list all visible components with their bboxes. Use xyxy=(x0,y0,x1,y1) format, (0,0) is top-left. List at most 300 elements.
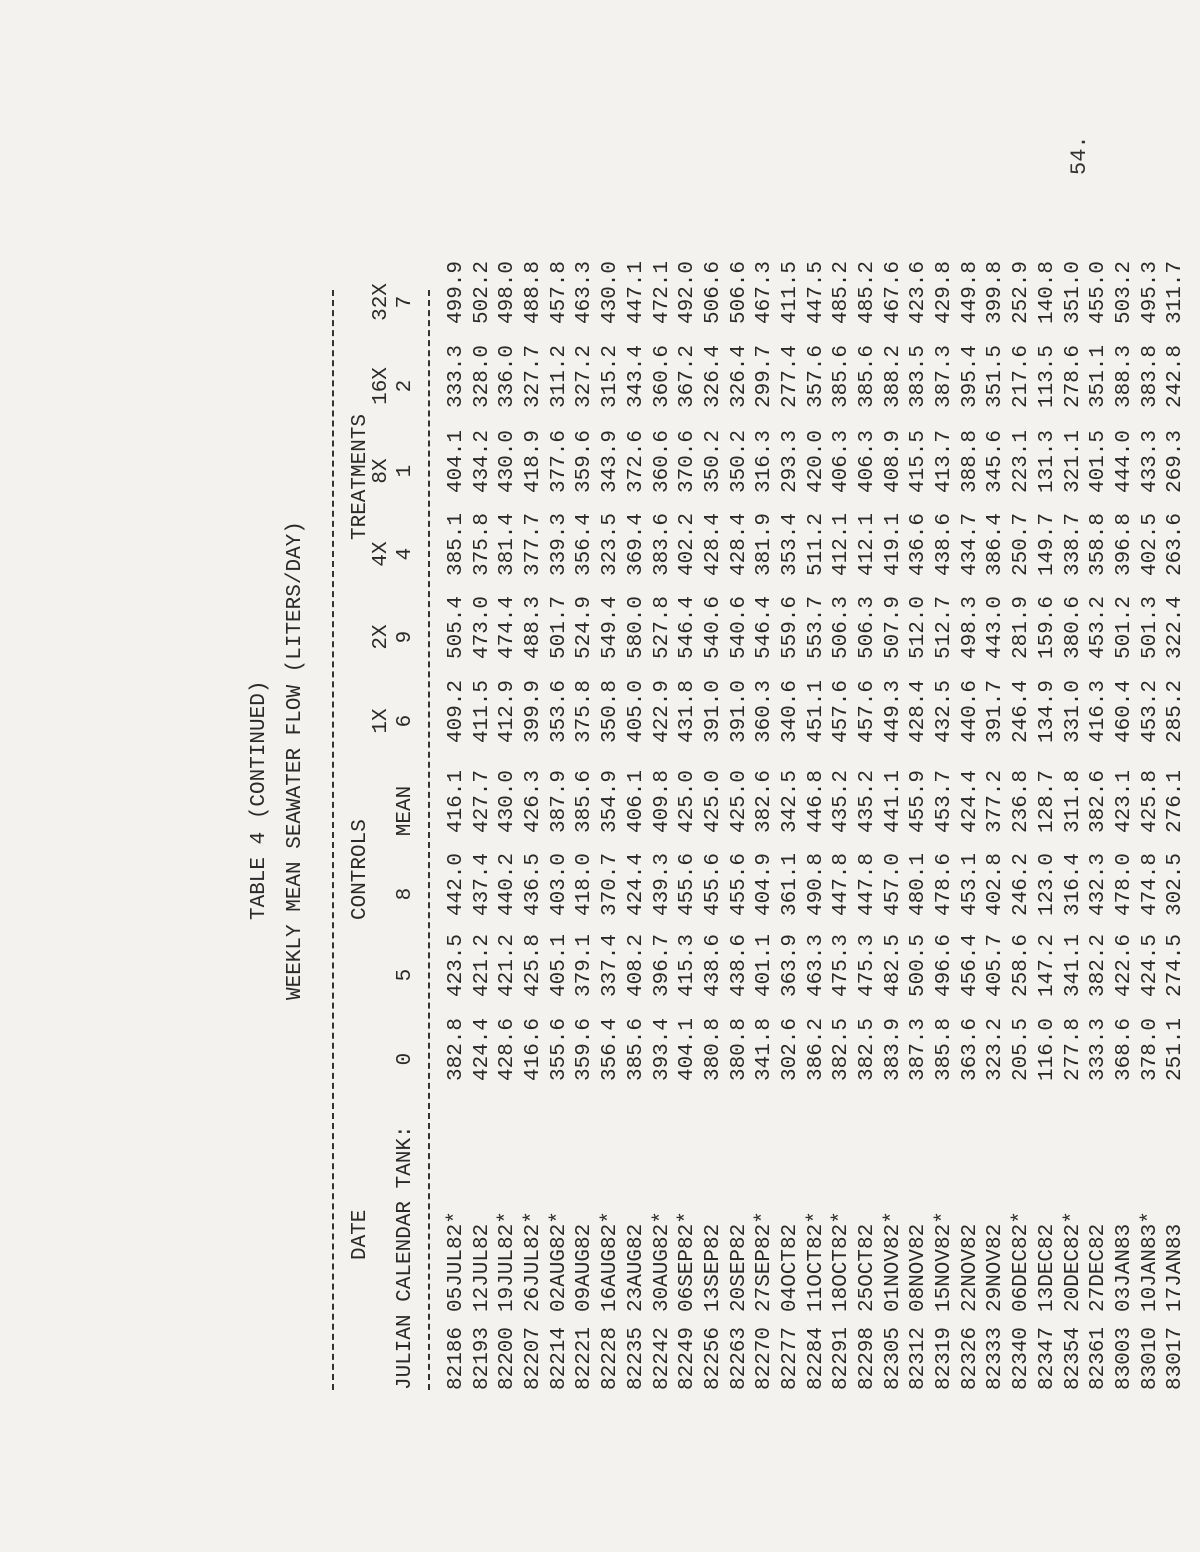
calendar-date-cell: 23AUG82 xyxy=(624,1223,648,1312)
value-cell: 353.6 xyxy=(547,680,571,744)
value-cell: 350.2 xyxy=(727,430,751,494)
value-cell: 478.6 xyxy=(933,853,957,917)
julian-date-cell: 82263 xyxy=(727,1326,751,1390)
value-cell: 440.6 xyxy=(958,680,982,744)
column-header xyxy=(370,776,418,846)
value-cell: 488.8 xyxy=(522,261,546,325)
value-cell: 302.6 xyxy=(778,1018,802,1082)
value-cell: 496.6 xyxy=(933,934,957,998)
value-cell: 428.4 xyxy=(907,680,931,744)
value-cell: 343.9 xyxy=(599,430,623,494)
value-cell: 480.1 xyxy=(907,853,931,917)
value-cell: 418.0 xyxy=(573,853,597,917)
julian-date-cell: 82298 xyxy=(856,1326,879,1390)
value-cell: 423.5 xyxy=(445,934,468,998)
value-cell: 446.8 xyxy=(804,770,828,834)
value-cell: 421.2 xyxy=(496,934,520,998)
value-cell: 411.5 xyxy=(470,680,494,744)
value-cell: 506.6 xyxy=(727,261,751,325)
calendar-date-cell: 03JAN83 xyxy=(1112,1223,1136,1312)
value-cell: 401.5 xyxy=(1087,430,1111,494)
value-cell: 430.0 xyxy=(599,261,623,325)
value-cell: 425.0 xyxy=(676,770,700,834)
value-cell: 408.9 xyxy=(881,430,905,494)
calendar-date-cell: 29NOV82 xyxy=(984,1223,1008,1312)
calendar-date-cell: 13DEC82 xyxy=(1035,1223,1059,1312)
value-cell: 116.0 xyxy=(1035,1018,1059,1082)
value-cell: 425.8 xyxy=(1138,770,1162,834)
value-cell: 339.3 xyxy=(547,513,571,577)
value-cell: 434.2 xyxy=(470,430,494,494)
value-cell: 436.5 xyxy=(522,853,546,917)
value-cell: 406.1 xyxy=(624,770,648,834)
value-cell: 342.5 xyxy=(778,770,802,834)
value-cell: 375.8 xyxy=(470,513,494,577)
calendar-date-cell: 17JAN83 xyxy=(1164,1223,1188,1312)
value-cell: 406.3 xyxy=(856,430,879,494)
value-cell: 524.9 xyxy=(573,596,597,660)
value-cell: 385.6 xyxy=(830,345,854,409)
value-cell: 277.4 xyxy=(778,345,802,409)
value-cell: 438.6 xyxy=(727,934,751,998)
calendar-date-cell: 02AUG82* xyxy=(547,1211,571,1312)
value-cell: 274.5 xyxy=(1164,934,1188,998)
value-cell: 415.5 xyxy=(907,430,931,494)
value-cell: 435.2 xyxy=(830,770,854,834)
column-header-top: 16X xyxy=(370,367,393,405)
value-cell: 433.3 xyxy=(1138,430,1162,494)
value-cell: 501.7 xyxy=(547,596,571,660)
calendar-date-cell: 27DEC82 xyxy=(1087,1223,1111,1312)
value-cell: 223.1 xyxy=(1010,430,1034,494)
value-cell: 512.0 xyxy=(907,596,931,660)
column-header-top: 1X xyxy=(370,708,393,734)
value-cell: 502.2 xyxy=(470,261,494,325)
value-cell: 475.3 xyxy=(856,934,879,998)
column-header-bottom: 0 xyxy=(394,1052,417,1066)
value-cell: 457.6 xyxy=(856,680,879,744)
column-header-top: 2X xyxy=(370,624,393,650)
value-cell: 351.0 xyxy=(1061,261,1085,325)
value-cell: 412.1 xyxy=(856,513,879,577)
value-cell: 343.4 xyxy=(624,345,648,409)
value-cell: 402.2 xyxy=(676,513,700,577)
page-number: 54. xyxy=(1067,135,1092,175)
value-cell: 499.9 xyxy=(445,261,468,325)
value-cell: 385.8 xyxy=(933,1018,957,1082)
value-cell: 311.7 xyxy=(1164,261,1188,325)
value-cell: 456.4 xyxy=(958,934,982,998)
value-cell: 457.0 xyxy=(881,853,905,917)
value-cell: 323.5 xyxy=(599,513,623,577)
value-cell: 437.4 xyxy=(470,853,494,917)
value-cell: 353.4 xyxy=(778,513,802,577)
value-cell: 327.2 xyxy=(573,345,597,409)
value-cell: 217.6 xyxy=(1010,345,1034,409)
value-cell: 360.6 xyxy=(650,430,674,494)
value-cell: 359.6 xyxy=(573,1018,597,1082)
julian-date-cell: 82193 xyxy=(470,1326,494,1390)
value-cell: 422.9 xyxy=(650,680,674,744)
value-cell: 453.2 xyxy=(1087,596,1111,660)
value-cell: 425.0 xyxy=(701,770,725,834)
value-cell: 443.0 xyxy=(984,596,1008,660)
value-cell: 427.7 xyxy=(470,770,494,834)
value-cell: 423.6 xyxy=(907,261,931,325)
value-cell: 430.0 xyxy=(496,770,520,834)
value-cell: 276.1 xyxy=(1164,770,1188,834)
value-cell: 408.2 xyxy=(624,934,648,998)
value-cell: 485.2 xyxy=(856,261,879,325)
calendar-date-cell: 20DEC82* xyxy=(1061,1211,1085,1312)
value-cell: 285.2 xyxy=(1164,680,1188,744)
value-cell: 405.7 xyxy=(984,934,1008,998)
value-cell: 350.8 xyxy=(599,680,623,744)
value-cell: 382.8 xyxy=(445,1018,468,1082)
calendar-date-cell: 11OCT82* xyxy=(804,1211,828,1312)
value-cell: 381.9 xyxy=(753,513,777,577)
value-cell: 401.1 xyxy=(753,934,777,998)
value-cell: 474.4 xyxy=(496,596,520,660)
value-cell: 500.5 xyxy=(907,934,931,998)
value-cell: 467.3 xyxy=(753,261,777,325)
value-cell: 451.1 xyxy=(804,680,828,744)
value-cell: 478.0 xyxy=(1112,853,1136,917)
column-header xyxy=(370,940,418,1010)
value-cell: 404.1 xyxy=(676,1018,700,1082)
header-treatments: TREATMENTS xyxy=(349,413,372,540)
julian-date-cell: 82207 xyxy=(522,1326,546,1390)
column-header xyxy=(370,519,418,589)
value-cell: 250.7 xyxy=(1010,513,1034,577)
column-header-bottom: 1 xyxy=(394,464,417,478)
calendar-date-cell: 09AUG82 xyxy=(573,1223,597,1312)
value-cell: 429.8 xyxy=(933,261,957,325)
value-cell: 386.2 xyxy=(804,1018,828,1082)
value-cell: 467.6 xyxy=(881,261,905,325)
header-controls: CONTROLS xyxy=(349,819,372,920)
value-cell: 472.1 xyxy=(650,261,674,325)
value-cell: 424.5 xyxy=(1138,934,1162,998)
value-cell: 393.4 xyxy=(650,1018,674,1082)
value-cell: 474.8 xyxy=(1138,853,1162,917)
value-cell: 540.6 xyxy=(701,596,725,660)
julian-date-cell: 82221 xyxy=(573,1326,597,1390)
value-cell: 341.8 xyxy=(753,1018,777,1082)
value-cell: 457.6 xyxy=(830,680,854,744)
value-cell: 323.2 xyxy=(984,1018,1008,1082)
value-cell: 383.6 xyxy=(650,513,674,577)
value-cell: 246.2 xyxy=(1010,853,1034,917)
value-cell: 402.8 xyxy=(984,853,1008,917)
value-cell: 205.5 xyxy=(1010,1018,1034,1082)
value-cell: 336.0 xyxy=(496,345,520,409)
value-cell: 431.8 xyxy=(676,680,700,744)
value-cell: 251.1 xyxy=(1164,1018,1188,1082)
value-cell: 258.6 xyxy=(1010,934,1034,998)
value-cell: 423.1 xyxy=(1112,770,1136,834)
value-cell: 149.7 xyxy=(1035,513,1059,577)
value-cell: 546.4 xyxy=(753,596,777,660)
value-cell: 425.0 xyxy=(727,770,751,834)
value-cell: 351.5 xyxy=(984,345,1008,409)
value-cell: 403.0 xyxy=(547,853,571,917)
value-cell: 293.3 xyxy=(778,430,802,494)
value-cell: 351.1 xyxy=(1087,345,1111,409)
julian-date-cell: 82312 xyxy=(907,1326,931,1390)
value-cell: 382.5 xyxy=(856,1018,879,1082)
calendar-date-cell: 26JUL82* xyxy=(522,1211,546,1312)
julian-date-cell: 82361 xyxy=(1087,1326,1111,1390)
value-cell: 498.3 xyxy=(958,596,982,660)
value-cell: 438.6 xyxy=(933,513,957,577)
top-dashed-rule xyxy=(332,290,334,1390)
value-cell: 281.9 xyxy=(1010,596,1034,660)
value-cell: 473.0 xyxy=(470,596,494,660)
value-cell: 326.4 xyxy=(701,345,725,409)
value-cell: 391.7 xyxy=(984,680,1008,744)
julian-date-cell: 82249 xyxy=(676,1326,700,1390)
julian-date-cell: 82186 xyxy=(445,1326,468,1390)
value-cell: 333.3 xyxy=(1087,1018,1111,1082)
value-cell: 354.9 xyxy=(599,770,623,834)
value-cell: 388.8 xyxy=(958,430,982,494)
value-cell: 436.6 xyxy=(907,513,931,577)
column-header xyxy=(370,267,418,337)
value-cell: 321.1 xyxy=(1061,430,1085,494)
header-date: DATE xyxy=(349,1209,372,1260)
value-cell: 316.3 xyxy=(753,430,777,494)
value-cell: 159.6 xyxy=(1035,596,1059,660)
value-cell: 333.3 xyxy=(445,345,468,409)
value-cell: 424.4 xyxy=(470,1018,494,1082)
julian-date-cell: 83017 xyxy=(1164,1326,1188,1390)
calendar-date-cell: 08NOV82 xyxy=(907,1223,931,1312)
value-cell: 409.8 xyxy=(650,770,674,834)
calendar-date-cell: 06DEC82* xyxy=(1010,1211,1034,1312)
value-cell: 385.6 xyxy=(573,770,597,834)
value-cell: 387.3 xyxy=(907,1018,931,1082)
value-cell: 358.8 xyxy=(1087,513,1111,577)
column-header xyxy=(370,436,418,506)
value-cell: 382.6 xyxy=(753,770,777,834)
value-cell: 424.4 xyxy=(958,770,982,834)
calendar-date-cell: 01NOV82* xyxy=(881,1211,905,1312)
value-cell: 455.9 xyxy=(907,770,931,834)
value-cell: 405.1 xyxy=(547,934,571,998)
value-cell: 359.6 xyxy=(573,430,597,494)
value-cell: 236.8 xyxy=(1010,770,1034,834)
value-cell: 382.5 xyxy=(830,1018,854,1082)
value-cell: 327.7 xyxy=(522,345,546,409)
value-cell: 385.6 xyxy=(856,345,879,409)
value-cell: 512.7 xyxy=(933,596,957,660)
column-header-bottom: 9 xyxy=(394,630,417,644)
value-cell: 386.4 xyxy=(984,513,1008,577)
calendar-date-cell: 10JAN83* xyxy=(1138,1211,1162,1312)
value-cell: 134.9 xyxy=(1035,680,1059,744)
value-cell: 416.3 xyxy=(1087,680,1111,744)
value-cell: 147.2 xyxy=(1035,934,1059,998)
value-cell: 360.3 xyxy=(753,680,777,744)
value-cell: 372.6 xyxy=(624,430,648,494)
column-header-bottom: 7 xyxy=(394,295,417,309)
value-cell: 418.9 xyxy=(522,430,546,494)
value-cell: 444.0 xyxy=(1112,430,1136,494)
column-header-bottom: 2 xyxy=(394,379,417,393)
value-cell: 424.4 xyxy=(624,853,648,917)
julian-date-cell: 82319 xyxy=(933,1326,957,1390)
value-cell: 457.8 xyxy=(547,261,571,325)
calendar-date-cell: 04OCT82 xyxy=(778,1223,802,1312)
value-cell: 453.2 xyxy=(1138,680,1162,744)
julian-date-cell: 82291 xyxy=(830,1326,854,1390)
value-cell: 380.8 xyxy=(727,1018,751,1082)
value-cell: 399.8 xyxy=(984,261,1008,325)
column-header xyxy=(370,686,418,756)
value-cell: 485.2 xyxy=(830,261,854,325)
value-cell: 338.7 xyxy=(1061,513,1085,577)
calendar-date-cell: 12JUL82 xyxy=(470,1223,494,1312)
value-cell: 503.2 xyxy=(1112,261,1136,325)
value-cell: 415.3 xyxy=(676,934,700,998)
julian-date-cell: 82200 xyxy=(496,1326,520,1390)
value-cell: 388.3 xyxy=(1112,345,1136,409)
value-cell: 439.3 xyxy=(650,853,674,917)
value-cell: 505.4 xyxy=(445,596,468,660)
value-cell: 269.3 xyxy=(1164,430,1188,494)
value-cell: 263.6 xyxy=(1164,513,1188,577)
value-cell: 360.6 xyxy=(650,345,674,409)
value-cell: 377.2 xyxy=(984,770,1008,834)
value-cell: 355.6 xyxy=(547,1018,571,1082)
value-cell: 357.6 xyxy=(804,345,828,409)
value-cell: 549.4 xyxy=(599,596,623,660)
value-cell: 421.2 xyxy=(470,934,494,998)
value-cell: 363.6 xyxy=(958,1018,982,1082)
value-cell: 422.6 xyxy=(1112,934,1136,998)
value-cell: 277.8 xyxy=(1061,1018,1085,1082)
value-cell: 252.9 xyxy=(1010,261,1034,325)
column-header-bottom: 5 xyxy=(394,968,417,982)
value-cell: 123.0 xyxy=(1035,853,1059,917)
value-cell: 426.3 xyxy=(522,770,546,834)
value-cell: 385.6 xyxy=(624,1018,648,1082)
column-header-top xyxy=(370,776,394,846)
calendar-date-cell: 25OCT82 xyxy=(856,1223,879,1312)
value-cell: 363.9 xyxy=(778,934,802,998)
value-cell: 432.5 xyxy=(933,680,957,744)
value-cell: 322.4 xyxy=(1164,596,1188,660)
value-cell: 482.5 xyxy=(881,934,905,998)
value-cell: 379.1 xyxy=(573,934,597,998)
value-cell: 432.3 xyxy=(1087,853,1111,917)
column-header-top xyxy=(370,940,394,1010)
value-cell: 113.5 xyxy=(1035,345,1059,409)
julian-date-cell: 82326 xyxy=(958,1326,982,1390)
value-cell: 495.3 xyxy=(1138,261,1162,325)
column-header-top: 32X xyxy=(370,283,393,321)
value-cell: 490.8 xyxy=(804,853,828,917)
calendar-date-cell: 15NOV82* xyxy=(933,1211,957,1312)
value-cell: 383.5 xyxy=(907,345,931,409)
value-cell: 527.8 xyxy=(650,596,674,660)
value-cell: 447.1 xyxy=(624,261,648,325)
value-cell: 546.4 xyxy=(676,596,700,660)
value-cell: 315.2 xyxy=(599,345,623,409)
value-cell: 377.7 xyxy=(522,513,546,577)
column-header-bottom: MEAN xyxy=(394,785,417,837)
value-cell: 440.2 xyxy=(496,853,520,917)
value-cell: 340.6 xyxy=(778,680,802,744)
value-cell: 382.2 xyxy=(1087,934,1111,998)
value-cell: 246.4 xyxy=(1010,680,1034,744)
value-cell: 416.1 xyxy=(445,770,468,834)
value-cell: 387.3 xyxy=(933,345,957,409)
calendar-date-cell: 19JUL82* xyxy=(496,1211,520,1312)
value-cell: 311.8 xyxy=(1061,770,1085,834)
value-cell: 356.4 xyxy=(573,513,597,577)
value-cell: 506.3 xyxy=(830,596,854,660)
value-cell: 328.0 xyxy=(470,345,494,409)
value-cell: 447.8 xyxy=(856,853,879,917)
value-cell: 380.8 xyxy=(701,1018,725,1082)
value-cell: 463.3 xyxy=(804,934,828,998)
value-cell: 434.7 xyxy=(958,513,982,577)
value-cell: 428.4 xyxy=(701,513,725,577)
column-header-top: 8X xyxy=(370,458,393,484)
julian-date-cell: 83010 xyxy=(1138,1326,1162,1390)
value-cell: 580.0 xyxy=(624,596,648,660)
value-cell: 391.0 xyxy=(727,680,751,744)
value-cell: 453.7 xyxy=(933,770,957,834)
value-cell: 396.7 xyxy=(650,934,674,998)
value-cell: 501.2 xyxy=(1112,596,1136,660)
value-cell: 302.5 xyxy=(1164,853,1188,917)
julian-date-cell: 82242 xyxy=(650,1326,674,1390)
value-cell: 406.3 xyxy=(830,430,854,494)
calendar-date-cell: 05JUL82* xyxy=(445,1211,468,1312)
value-cell: 428.4 xyxy=(727,513,751,577)
calendar-date-cell: 16AUG82* xyxy=(599,1211,623,1312)
value-cell: 507.9 xyxy=(881,596,905,660)
value-cell: 511.2 xyxy=(804,513,828,577)
value-cell: 492.0 xyxy=(676,261,700,325)
table-subtitle: WEEKLY MEAN SEAWATER FLOW (LITERS/DAY) xyxy=(284,521,307,1000)
value-cell: 367.2 xyxy=(676,345,700,409)
value-cell: 453.1 xyxy=(958,853,982,917)
column-header xyxy=(370,602,418,672)
value-cell: 368.6 xyxy=(1112,1018,1136,1082)
value-cell: 559.6 xyxy=(778,596,802,660)
value-cell: 425.8 xyxy=(522,934,546,998)
header-dashed-rule xyxy=(428,290,430,1390)
value-cell: 506.3 xyxy=(856,596,879,660)
value-cell: 428.6 xyxy=(496,1018,520,1082)
julian-date-cell: 82305 xyxy=(881,1326,905,1390)
column-header xyxy=(370,859,418,929)
value-cell: 395.4 xyxy=(958,345,982,409)
column-header xyxy=(370,351,418,421)
column-header-top xyxy=(370,1024,394,1094)
julian-date-cell: 82354 xyxy=(1061,1326,1085,1390)
column-header xyxy=(370,1024,418,1094)
value-cell: 441.1 xyxy=(881,770,905,834)
value-cell: 455.0 xyxy=(1087,261,1111,325)
value-cell: 455.6 xyxy=(676,853,700,917)
value-cell: 411.5 xyxy=(778,261,802,325)
value-cell: 316.4 xyxy=(1061,853,1085,917)
